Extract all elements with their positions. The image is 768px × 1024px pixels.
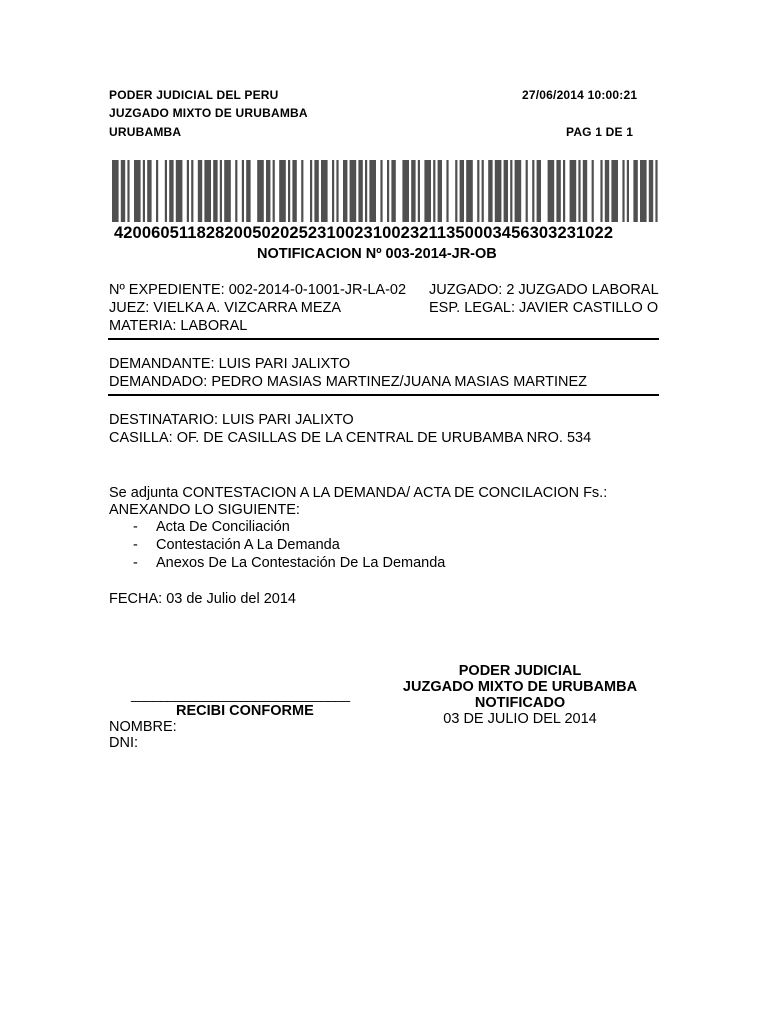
attached-documents: Se adjunta CONTESTACION A LA DEMANDA/ ACTA DE CONCILACION Fs.: — [109, 485, 608, 501]
annex-heading: ANEXANDO LO SIGUIENTE: — [109, 502, 300, 518]
receipt-nombre: NOMBRE: — [109, 719, 177, 735]
header-court: JUZGADO MIXTO DE URUBAMBA — [109, 106, 308, 120]
stamp-line-3: NOTIFICADO — [474, 695, 566, 711]
stamp-line-1: PODER JUDICIAL — [458, 663, 582, 679]
document-date: FECHA: 03 de Julio del 2014 — [109, 591, 296, 607]
divider-2 — [108, 394, 659, 396]
party-demandante: DEMANDANTE: LUIS PARI JALIXTO — [109, 356, 351, 372]
case-materia: MATERIA: LABORAL — [109, 318, 248, 334]
header-institution: PODER JUDICIAL DEL PERU — [109, 88, 279, 102]
stamp-line-2: JUZGADO MIXTO DE URUBAMBA — [402, 679, 638, 695]
receipt-dni: DNI: — [109, 735, 138, 751]
receipt-label: RECIBI CONFORME — [176, 703, 314, 719]
header-datetime: 27/06/2014 10:00:21 — [522, 88, 638, 102]
barcode-number: 42006051182820050202523100231002321135000345630323102​2 — [114, 224, 614, 242]
header-page-number: PAG 1 DE 1 — [566, 125, 634, 139]
annex-item: Contestación A La Demanda — [156, 537, 340, 553]
case-expediente: Nº EXPEDIENTE: 002-2014-0-1001-JR-LA-02 — [109, 282, 407, 298]
annex-item: Acta De Conciliación — [156, 519, 290, 535]
stamp-line-4: 03 DE JULIO DEL 2014 — [443, 711, 597, 727]
header-city: URUBAMBA — [109, 125, 182, 139]
notification-title: NOTIFICACION Nº 003-2014-JR-OB — [257, 246, 497, 262]
divider-1 — [108, 338, 659, 340]
case-esp-legal: ESP. LEGAL: JAVIER CASTILLO O — [429, 300, 659, 316]
barcode-image — [112, 160, 659, 222]
list-bullet: - — [133, 537, 138, 553]
recipient-casilla: CASILLA: OF. DE CASILLAS DE LA CENTRAL DE URUBAMBA NRO. 534 — [109, 430, 592, 446]
case-juez: JUEZ: VIELKA A. VIZCARRA MEZA — [109, 300, 342, 316]
list-bullet: - — [133, 519, 138, 535]
annex-item: Anexos De La Contestación De La Demanda — [156, 555, 446, 571]
signature-line: ______________________________ — [131, 686, 350, 702]
party-demandado: DEMANDADO: PEDRO MASIAS MARTINEZ/JUANA MASIAS MARTINEZ — [109, 374, 588, 390]
recipient-destinatario: DESTINATARIO: LUIS PARI JALIXTO — [109, 412, 354, 428]
list-bullet: - — [133, 555, 138, 571]
barcode-wash — [112, 160, 659, 222]
case-juzgado: JUZGADO: 2 JUZGADO LABORAL — [429, 282, 659, 298]
